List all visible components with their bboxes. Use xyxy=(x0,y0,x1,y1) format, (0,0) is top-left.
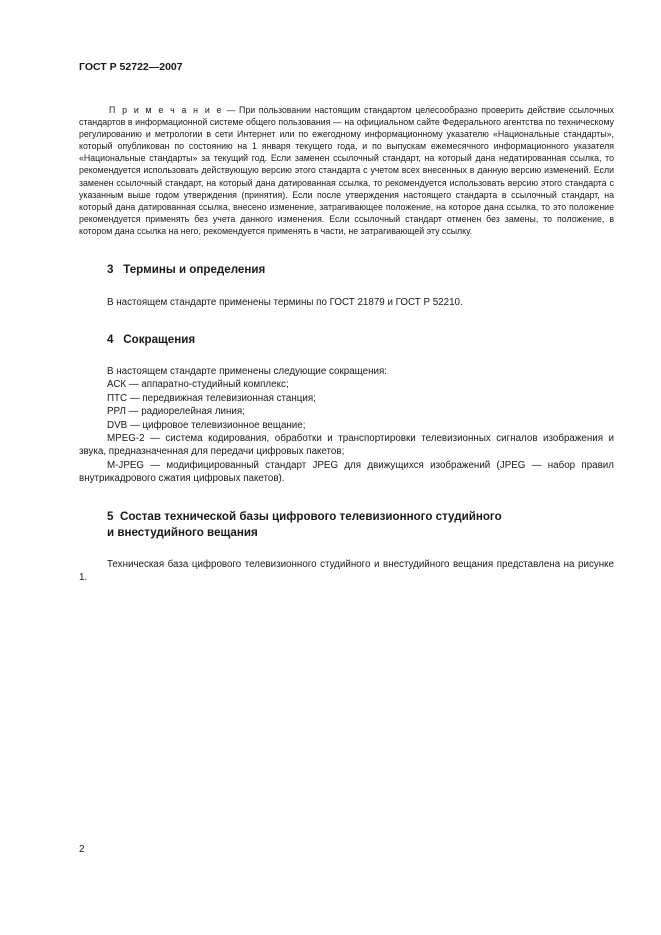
abbreviations-intro: В настоящем стандарте применены следующие сокращения: xyxy=(107,366,387,377)
reference-note xyxy=(79,104,614,237)
page-number: 2 xyxy=(79,844,85,855)
section-3-heading xyxy=(107,262,265,278)
section-4-heading xyxy=(107,332,195,348)
list-item: АСК — аппаратно-студийный комплекс; xyxy=(107,379,289,391)
list-item: M-JPEG — модифицированный стандарт JPEG для движущихся изображений (JPEG — набор правил внутрикадрового сжатия цифровых пакетов). xyxy=(79,459,614,485)
section-5-title-line2: и внестудийного вещания xyxy=(107,525,258,539)
section-5-heading xyxy=(107,509,502,540)
section-3-number: 3 xyxy=(107,263,114,276)
section-5-title-line1: Состав технической базы цифрового телевизионного студийного xyxy=(120,510,502,523)
section-4-number: 4 xyxy=(107,333,114,346)
note-text: — При пользовании настоящим стандартом целесообразно проверить действие ссылочных стандартов в информационной системе общего пользования — на официальном сайте Федерального агентства по техническому регулированию и метрологии в сети Интернет или по ежегодному информационному указателю «Национальные стандарты», который опубликован по состоянию на 1 января текущего года, и по выпускам ежемесячного информационного указателя «Национальные стандарты» за текущий год. Если заменен ссылочный стандарт, на который дана недатированная ссылка, то рекомендуется использовать действующую версию этого стандарта с учетом всех внесенных в данную версию изменений. Если заменен ссылочный стандарт, на который дана датированная ссылка, то рекомендуется использовать версию этого стандарта с указанным выше годом утверждения (принятия). Если после утверждения настоящего стандарта в ссылочный стандарт, на который дана датированная ссылка, внесено изменение, затрагивающее положение, на которое дана ссылка, то это положение рекомендуется применять без учета данного изменения. Если ссылочный стандарт отменен без замены, то положение, в котором дана ссылка на него, рекомендуется применять в части, не затрагивающей эту ссылку. xyxy=(79,105,614,236)
list-item: MPEG-2 — система кодирования, обработки и транспортировки телевизионных сигналов изображения и звука, предназначенная для передачи цифровых пакетов; xyxy=(79,433,614,458)
list-item: DVB — цифровое телевизионное вещание; xyxy=(107,419,306,431)
section-3-title: Термины и определения xyxy=(123,263,266,276)
list-item: ПТС — передвижная телевизионная станция; xyxy=(107,392,316,404)
note-label: П р и м е ч а н и е xyxy=(109,105,224,115)
section-3-text: В настоящем стандарте применены термины по ГОСТ 21879 и ГОСТ Р 52210. xyxy=(107,297,463,308)
abbreviations-list xyxy=(79,365,614,486)
section-5-text: Техническая база цифрового телевизионного студийного и внестудийного вещания представлена на рисунке 1. xyxy=(79,559,614,584)
list-item: РРЛ — радиорелейная линия; xyxy=(107,406,245,418)
document-code-header: ГОСТ Р 52722—2007 xyxy=(79,61,183,73)
section-5-number: 5 xyxy=(107,510,114,523)
section-4-title: Сокращения xyxy=(123,333,196,346)
